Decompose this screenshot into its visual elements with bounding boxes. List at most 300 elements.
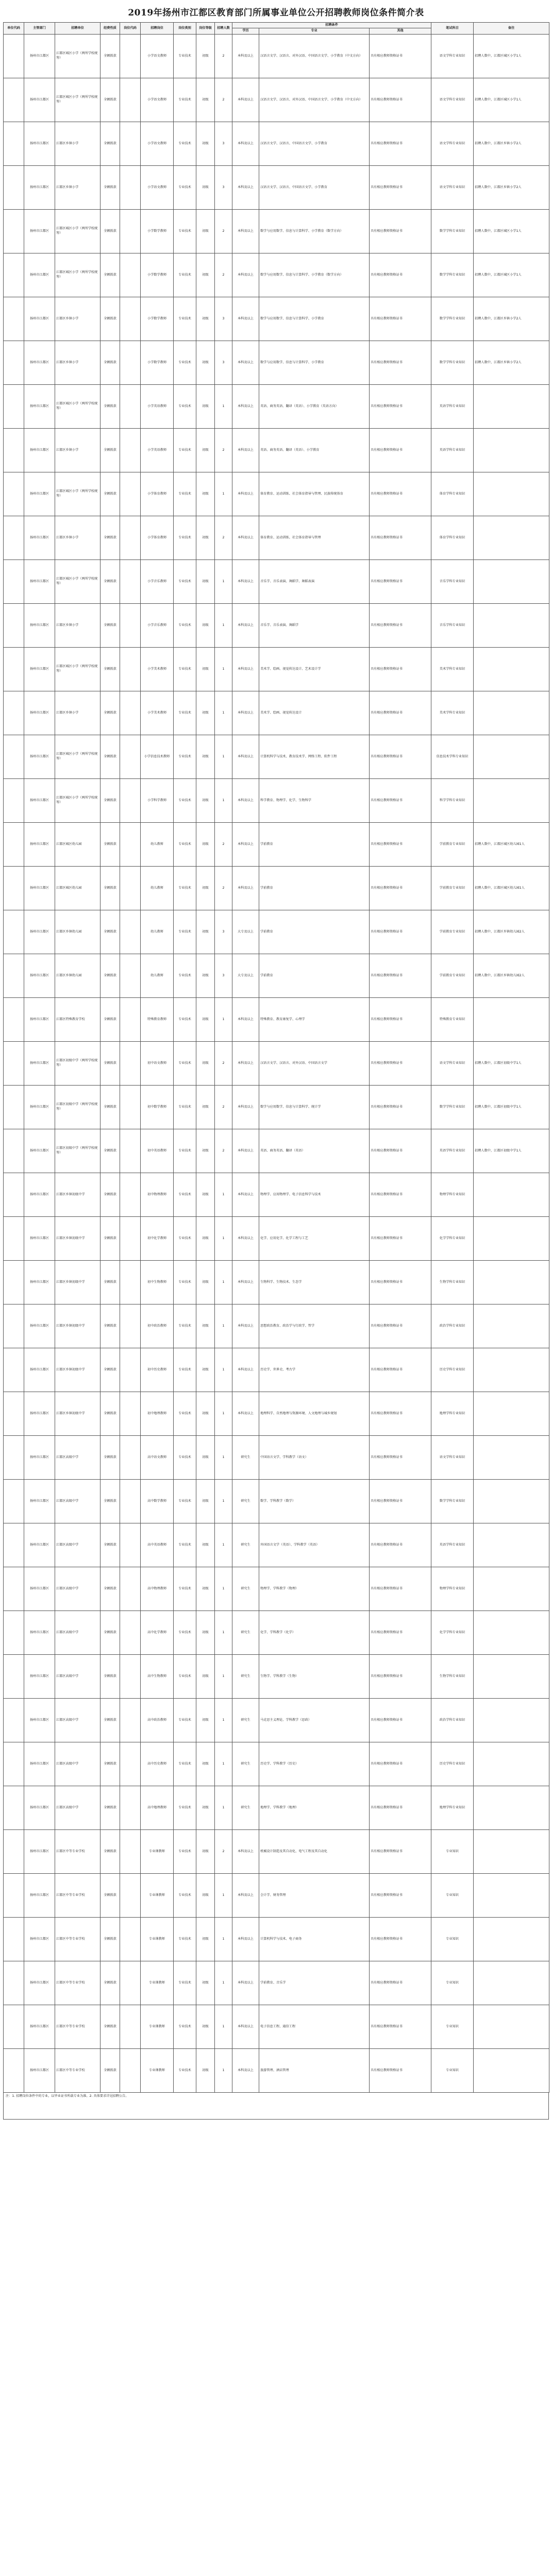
- cell-num: 1: [215, 1348, 232, 1392]
- cell-exam: 学前教育专业知识: [431, 866, 474, 910]
- table-row: [4, 1523, 549, 1567]
- cell-major: 计算机科学与技术、教育技术学、网络工程、软件工程: [259, 735, 370, 778]
- footnote: 注：1. 招聘岗位条件中的专业，以毕业证书所载专业为准。2. 具体要求详见招聘公告。: [3, 2093, 549, 2120]
- cell-exam: 专业知识: [431, 1961, 474, 2005]
- cell-num: 3: [215, 165, 232, 209]
- cell-other: 具有相应教师资格证书: [370, 516, 431, 560]
- table-row: [4, 691, 549, 735]
- cell-lvl: 初级: [196, 1917, 215, 1961]
- cell-unit: 江都区城区小学（两所学校统筹）: [55, 735, 101, 778]
- cell-edu: 本科及以上: [232, 1829, 259, 1873]
- cell-note: [474, 1917, 549, 1961]
- col-header: 单位代码: [4, 23, 24, 35]
- cell-major: 机械设计制造及其自动化、电气工程及其自动化: [259, 1829, 370, 1873]
- cell-unit: 江都区城区小学（两所学校统筹）: [55, 34, 101, 78]
- cell-edu: 本科及以上: [232, 253, 259, 297]
- cell-post: 高中政治教师: [141, 1698, 174, 1742]
- cell-unit: 江都区城区小学（两所学校统筹）: [55, 78, 101, 122]
- cell-pcode: [120, 516, 141, 560]
- cell-fund: 全额拨款: [101, 1392, 120, 1435]
- cell-num: 2: [215, 1085, 232, 1129]
- cell-major: 英语、商务英语、翻译（英语）、小学教育: [259, 428, 370, 472]
- table-row: [4, 1786, 549, 1829]
- cell-lvl: 初级: [196, 1216, 215, 1260]
- table-row: [4, 822, 549, 866]
- cell-cat: 专业技术: [174, 1129, 196, 1173]
- cell-num: 2: [215, 34, 232, 78]
- cell-lvl: 初级: [196, 1479, 215, 1523]
- cell-other: 具有相应教师资格证书: [370, 822, 431, 866]
- cell-exam: 数学学科专业知识: [431, 253, 474, 297]
- cell-dept: 扬州市江都区: [24, 472, 55, 516]
- cell-pcode: [120, 1129, 141, 1173]
- cell-major: 地理学、学科教学（地理）: [259, 1786, 370, 1829]
- cell-cat: 专业技术: [174, 428, 196, 472]
- cell-fund: 全额拨款: [101, 822, 120, 866]
- cell-pcode: [120, 866, 141, 910]
- cell-fund: 全额拨款: [101, 1304, 120, 1348]
- cell-fund: 全额拨款: [101, 297, 120, 341]
- cell-exam: 历史学科专业知识: [431, 1742, 474, 1786]
- cell-dept: 扬州市江都区: [24, 778, 55, 822]
- table-row: [4, 1567, 549, 1611]
- cell-dept: 扬州市江都区: [24, 1873, 55, 1917]
- cell-fund: 全额拨款: [101, 1961, 120, 2005]
- cell-pcode: [120, 691, 141, 735]
- cell-exam: 音乐学科专业知识: [431, 603, 474, 647]
- cell-post: 高中数学教师: [141, 1479, 174, 1523]
- cell-num: 1: [215, 691, 232, 735]
- cell-post: 小学数学教师: [141, 297, 174, 341]
- cell-major: 物理学、应用物理学、电子信息科学与技术: [259, 1173, 370, 1216]
- cell-exam: 数学学科专业知识: [431, 1479, 474, 1523]
- cell-num: 2: [215, 209, 232, 253]
- cell-pcode: [120, 2048, 141, 2092]
- cell-num: 1: [215, 1304, 232, 1348]
- cell-exam: 语文学科专业知识: [431, 1435, 474, 1479]
- cell-post: 小学美术教师: [141, 691, 174, 735]
- cell-pcode: [120, 1041, 141, 1085]
- cell-pcode: [120, 472, 141, 516]
- cell-other: 具有相应教师资格证书: [370, 1129, 431, 1173]
- cell-other: 具有相应教师资格证书: [370, 428, 431, 472]
- cell-major: 地理科学、自然地理与资源环境、人文地理与城乡规划: [259, 1392, 370, 1435]
- cell-major: 学前教育: [259, 910, 370, 954]
- cell-major: 数学、学科教学（数学）: [259, 1479, 370, 1523]
- cell-post: 高中化学教师: [141, 1611, 174, 1654]
- cell-cat: 专业技术: [174, 1523, 196, 1567]
- cell-other: 具有相应教师资格证书: [370, 341, 431, 384]
- cell-num: 1: [215, 1567, 232, 1611]
- cell-note: [474, 560, 549, 603]
- cell-post: 幼儿教师: [141, 822, 174, 866]
- cell-edu: 本科及以上: [232, 691, 259, 735]
- cell-cat: 专业技术: [174, 2005, 196, 2048]
- cell-major: 汉语言文学、汉语言、中国语言文学、小学教育: [259, 165, 370, 209]
- cell-post: 小学数学教师: [141, 253, 174, 297]
- cell-other: 具有相应教师资格证书: [370, 1611, 431, 1654]
- cell-unit: 江都区乡镇小学: [55, 428, 101, 472]
- cell-edu: 本科及以上: [232, 2048, 259, 2092]
- cell-unit: 江都区中等专业学校: [55, 2005, 101, 2048]
- cell-lvl: 初级: [196, 1567, 215, 1611]
- cell-other: 具有相应教师资格证书: [370, 997, 431, 1041]
- cell-cat: 专业技术: [174, 822, 196, 866]
- cell-lvl: 初级: [196, 428, 215, 472]
- cell-fund: 全额拨款: [101, 2005, 120, 2048]
- cell-other: 具有相应教师资格证书: [370, 384, 431, 428]
- cell-dept: 扬州市江都区: [24, 253, 55, 297]
- table-row: [4, 1873, 549, 1917]
- cell-fund: 全额拨款: [101, 778, 120, 822]
- cell-note: [474, 384, 549, 428]
- col-header: 专业: [259, 28, 370, 34]
- cell-major: 生物学、学科教学（生物）: [259, 1654, 370, 1698]
- cell-code: [4, 691, 24, 735]
- cell-major: 汉语言文学、汉语言、对外汉语、中国语言文学、小学教育（中文方向）: [259, 34, 370, 78]
- cell-other: 具有相应教师资格证书: [370, 1829, 431, 1873]
- cell-cat: 专业技术: [174, 778, 196, 822]
- cell-exam: 专业知识: [431, 1829, 474, 1873]
- cell-pcode: [120, 122, 141, 165]
- cell-edu: 本科及以上: [232, 1304, 259, 1348]
- cell-cat: 专业技术: [174, 735, 196, 778]
- cell-fund: 全额拨款: [101, 472, 120, 516]
- cell-dept: 扬州市江都区: [24, 997, 55, 1041]
- table-row: [4, 954, 549, 997]
- table-row: [4, 647, 549, 691]
- cell-major: 计算机科学与技术、电子商务: [259, 1917, 370, 1961]
- cell-num: 1: [215, 1698, 232, 1742]
- cell-pcode: [120, 1654, 141, 1698]
- cell-edu: 本科及以上: [232, 1041, 259, 1085]
- cell-major: 电子信息工程、通信工程: [259, 2005, 370, 2048]
- cell-edu: 研究生: [232, 1611, 259, 1654]
- cell-edu: 本科及以上: [232, 1173, 259, 1216]
- cell-note: [474, 1961, 549, 2005]
- table-row: [4, 1129, 549, 1173]
- cell-cat: 专业技术: [174, 1567, 196, 1611]
- cell-other: 具有相应教师资格证书: [370, 209, 431, 253]
- cell-lvl: 初级: [196, 910, 215, 954]
- cell-unit: 江都区城区小学（两所学校统筹）: [55, 384, 101, 428]
- cell-fund: 全额拨款: [101, 1435, 120, 1479]
- cell-cat: 专业技术: [174, 34, 196, 78]
- cell-code: [4, 1742, 24, 1786]
- cell-note: [474, 2005, 549, 2048]
- cell-major: 数学与应用数学、信息与计算科学、统计学: [259, 1085, 370, 1129]
- cell-num: 1: [215, 1961, 232, 2005]
- cell-code: [4, 1173, 24, 1216]
- cell-num: 2: [215, 1041, 232, 1085]
- cell-edu: 本科及以上: [232, 78, 259, 122]
- cell-pcode: [120, 954, 141, 997]
- cell-dept: 扬州市江都区: [24, 1085, 55, 1129]
- cell-edu: 本科及以上: [232, 428, 259, 472]
- cell-unit: 江都区高级中学: [55, 1523, 101, 1567]
- cell-cat: 专业技术: [174, 1435, 196, 1479]
- cell-major: 体育教育、运动训练、社会体育指导与管理: [259, 516, 370, 560]
- cell-post: 初中政治教师: [141, 1304, 174, 1348]
- cell-fund: 全额拨款: [101, 1479, 120, 1523]
- cell-other: 具有相应教师资格证书: [370, 954, 431, 997]
- cell-major: 汉语言文学、汉语言、对外汉语、中国语言文学、小学教育（中文方向）: [259, 78, 370, 122]
- cell-edu: 研究生: [232, 1742, 259, 1786]
- cell-unit: 江都区乡镇初级中学: [55, 1348, 101, 1392]
- cell-lvl: 初级: [196, 1961, 215, 2005]
- cell-num: 2: [215, 253, 232, 297]
- cell-other: 具有相应教师资格证书: [370, 1304, 431, 1348]
- cell-other: 具有相应教师资格证书: [370, 1961, 431, 2005]
- cell-cat: 专业技术: [174, 603, 196, 647]
- cell-other: 具有相应教师资格证书: [370, 1348, 431, 1392]
- cell-post: 小学科学教师: [141, 778, 174, 822]
- cell-code: [4, 209, 24, 253]
- cell-cat: 专业技术: [174, 165, 196, 209]
- cell-exam: 数学学科专业知识: [431, 1085, 474, 1129]
- cell-major: 体育教育、运动训练、社会体育指导与管理、民族传统体育: [259, 472, 370, 516]
- cell-unit: 江都区初级中学（两所学校统筹）: [55, 1085, 101, 1129]
- cell-cat: 专业技术: [174, 209, 196, 253]
- cell-edu: 本科及以上: [232, 472, 259, 516]
- cell-dept: 扬州市江都区: [24, 735, 55, 778]
- cell-other: 具有相应教师资格证书: [370, 34, 431, 78]
- cell-unit: 江都区高级中学: [55, 1567, 101, 1611]
- cell-code: [4, 735, 24, 778]
- col-header: 岗位类别: [174, 23, 196, 35]
- cell-post: 幼儿教师: [141, 910, 174, 954]
- cell-num: 1: [215, 1392, 232, 1435]
- cell-code: [4, 253, 24, 297]
- table-row: [4, 1698, 549, 1742]
- cell-code: [4, 1260, 24, 1304]
- cell-other: 具有相应教师资格证书: [370, 297, 431, 341]
- cell-cat: 专业技术: [174, 78, 196, 122]
- cell-cat: 专业技术: [174, 1742, 196, 1786]
- cell-dept: 扬州市江都区: [24, 1479, 55, 1523]
- cell-post: 高中生物教师: [141, 1654, 174, 1698]
- cell-lvl: 初级: [196, 165, 215, 209]
- table-row: [4, 78, 549, 122]
- cell-major: 中国语言文学、学科教学（语文）: [259, 1435, 370, 1479]
- cell-other: 具有相应教师资格证书: [370, 1567, 431, 1611]
- cell-code: [4, 1392, 24, 1435]
- cell-post: 初中数学教师: [141, 1085, 174, 1129]
- cell-edu: 本科及以上: [232, 647, 259, 691]
- cell-other: 具有相应教师资格证书: [370, 866, 431, 910]
- table-row: [4, 253, 549, 297]
- cell-note: [474, 428, 549, 472]
- cell-note: 招聘人数中，江都区乡镇小学2人: [474, 122, 549, 165]
- cell-dept: 扬州市江都区: [24, 1654, 55, 1698]
- cell-cat: 专业技术: [174, 1829, 196, 1873]
- cell-num: 1: [215, 1786, 232, 1829]
- cell-edu: 本科及以上: [232, 1216, 259, 1260]
- cell-unit: 江都区城区小学（两所学校统筹）: [55, 472, 101, 516]
- table-row: [4, 1435, 549, 1479]
- cell-code: [4, 1348, 24, 1392]
- cell-lvl: 初级: [196, 1873, 215, 1917]
- cell-lvl: 初级: [196, 822, 215, 866]
- cell-post: 小学音乐教师: [141, 560, 174, 603]
- cell-unit: 江都区特殊教育学校: [55, 997, 101, 1041]
- cell-major: 马克思主义理论、学科教学（思政）: [259, 1698, 370, 1742]
- cell-cat: 专业技术: [174, 472, 196, 516]
- cell-pcode: [120, 1567, 141, 1611]
- cell-dept: 扬州市江都区: [24, 122, 55, 165]
- cell-num: 1: [215, 735, 232, 778]
- cell-major: 学前教育: [259, 954, 370, 997]
- table-row: [4, 735, 549, 778]
- cell-code: [4, 2005, 24, 2048]
- table-row: [4, 297, 549, 341]
- cell-note: [474, 1348, 549, 1392]
- cell-exam: 音乐学科专业知识: [431, 560, 474, 603]
- table-row: [4, 428, 549, 472]
- cell-lvl: 初级: [196, 384, 215, 428]
- cell-post: 高中历史教师: [141, 1742, 174, 1786]
- cell-fund: 全额拨款: [101, 165, 120, 209]
- cell-note: [474, 1523, 549, 1567]
- cell-cat: 专业技术: [174, 910, 196, 954]
- cell-code: [4, 866, 24, 910]
- cell-cat: 专业技术: [174, 1479, 196, 1523]
- cell-lvl: 初级: [196, 1260, 215, 1304]
- cell-lvl: 初级: [196, 78, 215, 122]
- cell-other: 具有相应教师资格证书: [370, 1173, 431, 1216]
- cell-exam: 物理学科专业知识: [431, 1567, 474, 1611]
- cell-pcode: [120, 603, 141, 647]
- cell-exam: 体育学科专业知识: [431, 472, 474, 516]
- cell-code: [4, 1479, 24, 1523]
- cell-note: 招聘人数中，江都区初级中学1人: [474, 1041, 549, 1085]
- cell-edu: 研究生: [232, 1698, 259, 1742]
- cell-fund: 全额拨款: [101, 253, 120, 297]
- cell-cat: 专业技术: [174, 647, 196, 691]
- cell-lvl: 初级: [196, 1654, 215, 1698]
- cell-dept: 扬州市江都区: [24, 647, 55, 691]
- cell-fund: 全额拨款: [101, 428, 120, 472]
- cell-code: [4, 1698, 24, 1742]
- cell-dept: 扬州市江都区: [24, 78, 55, 122]
- cell-unit: 江都区乡镇初级中学: [55, 1173, 101, 1216]
- cell-unit: 江都区城区幼儿园: [55, 866, 101, 910]
- cell-code: [4, 516, 24, 560]
- cell-cat: 专业技术: [174, 341, 196, 384]
- cell-note: [474, 1654, 549, 1698]
- cell-other: 具有相应教师资格证书: [370, 1392, 431, 1435]
- cell-num: 3: [215, 122, 232, 165]
- table-row: [4, 910, 549, 954]
- cell-dept: 扬州市江都区: [24, 1435, 55, 1479]
- cell-exam: 专业知识: [431, 2005, 474, 2048]
- cell-pcode: [120, 1216, 141, 1260]
- cell-edu: 研究生: [232, 1479, 259, 1523]
- table-row: [4, 1829, 549, 1873]
- cell-major: 汉语言文学、汉语言、对外汉语、中国语言文学: [259, 1041, 370, 1085]
- cell-major: 生物科学、生物技术、生态学: [259, 1260, 370, 1304]
- col-header: 学历: [232, 28, 259, 34]
- cell-major: 化学、应用化学、化学工程与工艺: [259, 1216, 370, 1260]
- cell-pcode: [120, 1917, 141, 1961]
- table-row: [4, 2005, 549, 2048]
- cell-num: 1: [215, 778, 232, 822]
- cell-post: 高中英语教师: [141, 1523, 174, 1567]
- cell-edu: 本科及以上: [232, 34, 259, 78]
- table-row: [4, 2048, 549, 2092]
- cell-fund: 全额拨款: [101, 122, 120, 165]
- cell-exam: 英语学科专业知识: [431, 1129, 474, 1173]
- cell-post: 专业课教师: [141, 1961, 174, 2005]
- table-row: [4, 34, 549, 78]
- cell-other: 具有相应教师资格证书: [370, 560, 431, 603]
- cell-edu: 本科及以上: [232, 209, 259, 253]
- cell-fund: 全额拨款: [101, 735, 120, 778]
- cell-note: [474, 1435, 549, 1479]
- cell-code: [4, 165, 24, 209]
- cell-edu: 本科及以上: [232, 516, 259, 560]
- table-row: [4, 1260, 549, 1304]
- cell-edu: 本科及以上: [232, 1348, 259, 1392]
- cell-other: 具有相应教师资格证书: [370, 1435, 431, 1479]
- cell-lvl: 初级: [196, 341, 215, 384]
- cell-exam: 英语学科专业知识: [431, 1523, 474, 1567]
- cell-post: 小学语文教师: [141, 122, 174, 165]
- cell-edu: 研究生: [232, 1786, 259, 1829]
- cell-major: 科学教育、物理学、化学、生物科学: [259, 778, 370, 822]
- cell-cat: 专业技术: [174, 954, 196, 997]
- cell-num: 1: [215, 560, 232, 603]
- cell-lvl: 初级: [196, 122, 215, 165]
- cell-edu: 本科及以上: [232, 1961, 259, 2005]
- cell-num: 1: [215, 1173, 232, 1216]
- cell-exam: 化学学科专业知识: [431, 1216, 474, 1260]
- col-header: 招聘岗位: [141, 23, 174, 35]
- table-row: [4, 1479, 549, 1523]
- cell-note: 招聘人数中，江都区城区小学1人: [474, 253, 549, 297]
- cell-post: 初中英语教师: [141, 1129, 174, 1173]
- cell-exam: 学前教育专业知识: [431, 910, 474, 954]
- col-header: 主管部门: [24, 23, 55, 35]
- cell-note: [474, 778, 549, 822]
- cell-lvl: 初级: [196, 297, 215, 341]
- cell-exam: 化学学科专业知识: [431, 1611, 474, 1654]
- table-row: [4, 1173, 549, 1216]
- table-row: [4, 997, 549, 1041]
- cell-cat: 专业技术: [174, 1786, 196, 1829]
- cell-fund: 全额拨款: [101, 1917, 120, 1961]
- page-title: 2019年扬州市江都区教育部门所属事业单位公开招聘教师岗位条件简介表: [128, 8, 424, 18]
- cell-note: 招聘人数中，江都区乡镇小学2人: [474, 297, 549, 341]
- cell-post: 小学体育教师: [141, 516, 174, 560]
- cell-num: 1: [215, 1654, 232, 1698]
- cell-other: 具有相应教师资格证书: [370, 778, 431, 822]
- cell-code: [4, 1523, 24, 1567]
- cell-unit: 江都区乡镇小学: [55, 341, 101, 384]
- cell-post: 小学音乐教师: [141, 603, 174, 647]
- cell-edu: 本科及以上: [232, 1085, 259, 1129]
- cell-cat: 专业技术: [174, 691, 196, 735]
- cell-major: 物理学、学科教学（物理）: [259, 1567, 370, 1611]
- cell-edu: 研究生: [232, 1435, 259, 1479]
- cell-dept: 扬州市江都区: [24, 1961, 55, 2005]
- cell-unit: 江都区城区小学（两所学校统筹）: [55, 647, 101, 691]
- cell-edu: 大专及以上: [232, 910, 259, 954]
- cell-post: 初中语文教师: [141, 1041, 174, 1085]
- cell-dept: 扬州市江都区: [24, 560, 55, 603]
- cell-note: [474, 1479, 549, 1523]
- cell-pcode: [120, 1173, 141, 1216]
